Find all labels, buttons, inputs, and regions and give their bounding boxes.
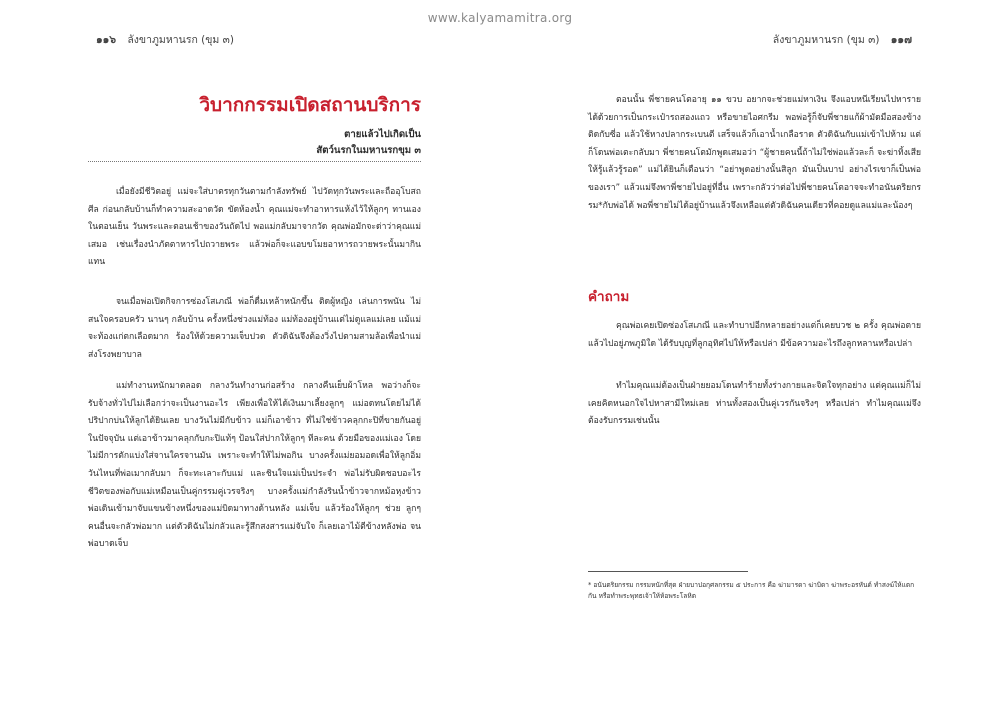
page-number-right: ๑๑๗ xyxy=(890,34,912,46)
chapter-subtitle-line1: ตายแล้วไปเกิดเป็น xyxy=(344,129,421,140)
footnote-divider xyxy=(588,571,748,572)
left-paragraph-1: เมื่อยังมีชีวิตอยู่ แม่จะใส่บาตรทุกวันตามกำลังทรัพย์ ไปวัดทุกวันพระและถืออุโบสถศีล ก่อนกลับบ้านก็ทำความสะอาดวัด ขัดห้องน้ำ คุณแม่จะทำอาหารแห้งไว้ให้ลูกๆ ทานเองในตอนเย็น วันพระและตอนเช้าของวันถัดไป พอแม่กลับมาจากวัด คุณพ่อมักจะด่าว่าคุณแม่เสมอ เช่นเรื่องนำภัตตาหารไปถวายพระ แล้วพ่อก็จะแอบขโมยอาหารถวายพระนั้นมากินแทน xyxy=(88,187,421,268)
chapter-subtitle-line2: สัตว์นรกในมหานรกขุม ๓ xyxy=(316,145,421,156)
chapter-title: วิบากกรรมเปิดสถานบริการ xyxy=(199,94,421,116)
book-title-left: ลังขาภูมหานรก (ขุม ๓) xyxy=(127,34,234,46)
book-title-right: ลังขาภูมหานรก (ขุม ๓) xyxy=(772,34,880,46)
question-paragraph-1: คุณพ่อเคยเปิดซ่องโสเภณี และทำบาปอีกหลายอย่างแต่ก็เคยบวช ๒ ครั้ง คุณพ่อตายแล้วไปอยู่ภพภูมิใด ได้รับบุญที่ลูกอุทิศไปให้หรือเปล่า มีข้อความอะไรถึงลูกหลานหรือเปล่า xyxy=(588,321,921,349)
header-right xyxy=(773,31,920,48)
header-left xyxy=(88,31,234,48)
question-paragraph-2: ทำไมคุณแม่ต้องเป็นฝ่ายยอมโดนทำร้ายทั้งร่างกายและจิตใจทุกอย่าง แต่คุณแม่ก็ไม่เคยคิดหนอกใจไปหาสามีใหม่เลย ท่านทั้งสองเป็นคู่เวรกันจริงๆ หรือเปล่า ทำไมคุณแม่จึงต้องรับกรรมเช่นนั้น xyxy=(588,381,921,427)
left-paragraph-2: จนเมื่อพ่อเปิดกิจการซ่องโสเภณี พ่อก็ดื่มเหล้าหนักขึ้น ติดผู้หญิง เล่นการพนัน ไม่สนใจครอบครัว นานๆ กลับบ้าน ครั้งหนึ่งช่วงแม่ท้อง แม่ท้องอยู่บ้านแต่ไม่ดูแลแม่เลย แม้แม่จะท้องแก่ตกเลือดมาก ร้องให้ด้วยความเจ็บปวด ตัวดิฉันจึงต้องวิ่งไปตามสามล้อเพื่อนำแม่ส่งโรงพยาบาล xyxy=(88,297,421,360)
right-paragraph-1: ตอนนั้น พี่ชายคนโตอายุ ๑๑ ขวบ อยากจะช่วยแม่หาเงิน จึงแอบหนีเรียนไปหารายได้ด้วยการเป็นกระเป๋ารถสองแถว หรือขายไอศกรีม พอพ่อรู้ก็จับพี่ชายแก้ผ้ามัดมือสองข้างติดกับซี่อ แล้วใช้หางปลากระเบนตี เสร็จแล้วก็เอาน้ำเกลือราด ตัวดิฉันกับแม่เข้าไปห้าม แต่ก็โดนพ่อเตะกลับมา พี่ชายคนโตมักพูดเสมอว่า “ผู้ชายคนนี้ถ้าไม่ใช่พ่อแล้วละก็ จะฆ่าทิ้งเสียให้รู้แล้วรู้รอด” แม่ได้ยินก็เตือนว่า “อย่าพูดอย่างนั้นสิลูก มันเป็นบาป อย่างไรเขาก็เป็นพ่อของเรา” แล้วแม่จึงพาพี่ชายไปอยู่ที่อื่น เพราะกลัวว่าต่อไปพี่ชายคนโตอาจจะทำอนันตริยกรรม*กับพ่อได้ พอพี่ชายไม่ได้อยู่บ้านแล้วจึงเหลือแต่ตัวดิฉันคนเดียวที่คอยดูแลแม่และน้องๆ xyxy=(588,95,921,211)
left-paragraph-3: แม่ทำงานหนักมาตลอด กลางวันทำงานก่อสร้าง กลางคืนเย็บผ้าโหล พอว่างก็จะรับจ้างทั่วไปไม่เลือกว่าจะเป็นงานอะไร เพียงเพื่อให้ได้เงินมาเลี้ยงลูกๆ แม่อดทนโดยไม่ได้ปริปากบ่นให้ลูกได้ยินเลย บางวันไม่มีกับข้าว แม่ก็เอาข้าว ที่ไม่ใช่ข้าวคลุกกะปิที่ขายกันอยู่ในปัจจุบัน แต่เอาข้าวมาคลุกกับกะปิแท้ๆ ป้อนใส่ปากให้ลูกๆ ทีละคน ด้วยมือของแม่เอง โดยไม่มีการตักแบ่งใส่จานใครจานมัน เพราะจะทำให้ไม่พอกิน บางครั้งแม่ยอมอดเพื่อให้ลูกอิ่ม วันไหนที่พ่อเมากลับมา ก็จะทะเลาะกับแม่ และชินใจแม่เป็นประจำ พ่อไม่รับผิดชอบอะไร ชีวิตของพ่อกับแม่เหมือนเป็นคู่กรรมคู่เวรจริงๆ บางครั้งแม่กำลังรินน้ำข้าวจากหม้อหุงข้าว พ่อเดินเข้ามาจับแขนข้างหนึ่งของแม่บิดมาทางด้านหลัง แม่เจ็บ แล้วร้องให้ลูกๆ ช่วย ลูกๆ คนอื่นจะกลัวพ่อมาก แต่ตัวดิฉันไม่กลัวและรู้สึกสงสารแม่จับใจ ก็เลยเอาไม้ตีข้างหลังพ่อ จนพ่อบาดเจ็บ xyxy=(88,381,421,550)
footnote: * อนันตริยกรรม กรรมหนักที่สุด ฝ่ายบาปอกุศลกรรม ๕ ประการ คือ ฆ่ามารดา ฆ่าบิดา ฆ่าพระอรหันต์ ทำสงฆ์ให้แตกกัน หรือทำพระพุทธเจ้าให้ห้อพระโลหิต xyxy=(588,581,915,600)
site-url: www.kalyamamitra.org xyxy=(427,11,573,25)
question-heading: คำถาม xyxy=(588,289,630,305)
dotted-divider xyxy=(88,161,421,162)
page-number-left: ๑๑๖ xyxy=(96,34,116,46)
